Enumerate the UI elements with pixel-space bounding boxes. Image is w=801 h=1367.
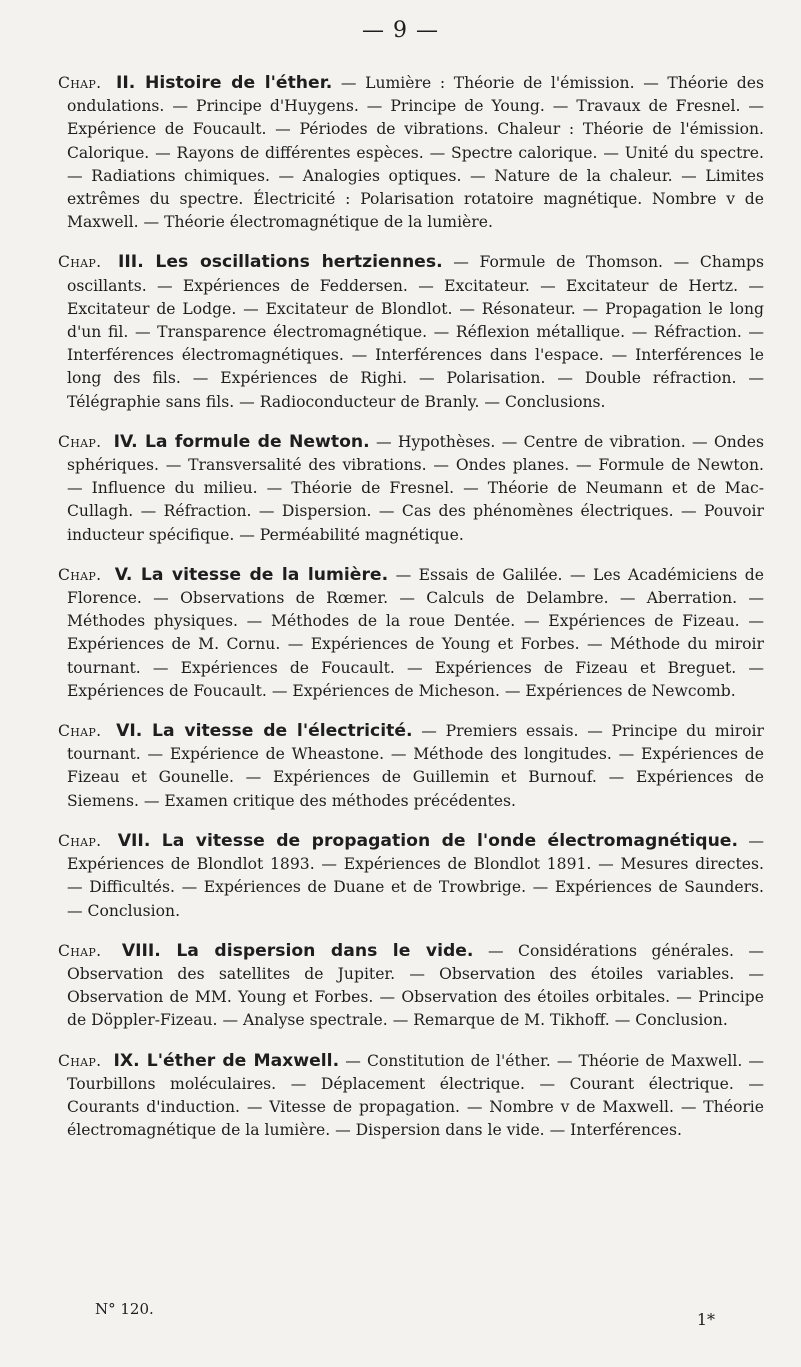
chapter-entry: [58, 72, 764, 234]
chapter-title: III. Les oscillations hertziennes.: [118, 252, 443, 273]
chapter-summary: — Premiers essais. — Principe du miroir tournant. — Expérience de Wheastone. — Méthode des longitudes. — Expériences de Fizeau et Gounelle. — Expériences de Guillemin et Burnouf. — Expériences de Siemens. — Examen critique des méthodes précédentes.: [67, 722, 764, 810]
chapter-title: V. La vitesse de la lumière.: [114, 564, 389, 585]
chapter-label: Chap.: [58, 1051, 102, 1070]
chapter-title: II. Histoire de l'éther.: [115, 73, 333, 93]
chapter-label: Chap.: [58, 831, 102, 850]
chapter-title: IV. La formule de Newton.: [113, 431, 370, 452]
chapter-title: IX. L'éther de Maxwell.: [113, 1050, 340, 1071]
chapter-summary: — Lumière : Théorie de l'émission. — Théorie des ondulations. — Principe d'Huygens. — Principe de Young. — Travaux de Fresnel. — Expérience de Foucault. — Périodes de vibrations. Chaleur : Théorie de l'émission. Calorique. — Rayons de différentes espèces. — Spectre calorique. — Unité du spectre. — Radiations chimiques. — Analogies optiques. — Nature de la chaleur. — Limites extrêmes du spectre. Électricité : Polarisation rotatoire magnétique. Nombre v de Maxwell. — Théorie électromagnétique de la lumière.: [67, 74, 764, 232]
chapter-entry: [58, 1050, 764, 1143]
chapter-label: Chap.: [58, 722, 102, 741]
chapter-entry: [58, 564, 764, 703]
page-number: — 9 —: [362, 18, 439, 43]
publication-number: N° 120.: [95, 1300, 154, 1318]
chapter-summary: — Formule de Thomson. — Champs oscillants. — Expériences de Feddersen. — Excitateur. — Excitateur de Hertz. — Excitateur de Lodge. — Excitateur de Blondlot. — Résonateur. — Propagation le long d'un fil. — Transparence électromagnétique. — Réflexion métallique. — Réfraction. — Interférences électromagnétiques. — Interférences dans l'espace. — Interférences le long des fils. — Expériences de Righi. — Polarisation. — Double réfraction. — Télégraphie sans fils. — Radioconducteur de Branly. — Conclusions.: [67, 253, 764, 411]
chapter-title: VII. La vitesse de propagation de l'onde électromagnétique.: [117, 830, 738, 851]
chapter-list: [58, 72, 764, 1200]
chapter-entry: [58, 251, 764, 413]
chapter-label: Chap.: [58, 74, 102, 92]
chapter-summary: — Constitution de l'éther. — Théorie de Maxwell. — Tourbillons moléculaires. — Déplacement électrique. — Courant électrique. — Courants d'induction. — Vitesse de propagation. — Nombre v de Maxwell. — Théorie électromagnétique de la lumière. — Dispersion dans le vide. — Interférences.: [67, 1051, 764, 1140]
chapter-title: VI. La vitesse de l'électricité.: [116, 721, 413, 742]
chapter-entry: [58, 1159, 764, 1182]
chapter-label: Chap.: [58, 941, 102, 960]
chapter-entry: [58, 431, 764, 547]
chapter-entry: [58, 940, 764, 1033]
chapter-label: Chap.: [58, 432, 102, 451]
chapter-title: VIII. La dispersion dans le vide.: [121, 940, 474, 961]
chapter-summary: — Considérations générales. — Observation des satellites de Jupiter. — Observation des étoiles variables. — Observation de MM. Young et Forbes. — Observation des étoiles orbitales. — Principe de Döppler-Fizeau. — Analyse spectrale. — Remarque de M. Tikhoff. — Conclusion.: [67, 941, 764, 1030]
chapter-label: Chap.: [58, 253, 102, 272]
chapter-summary: — Essais de Galilée. — Les Académiciens de Florence. — Observations de Rœmer. — Calculs de Delambre. — Aberration. — Méthodes physiques. — Méthodes de la roue Dentée. — Expériences de Fizeau. — Expériences de M. Cornu. — Expériences de Young et Forbes. — Méthode du miroir tournant. — Expériences de Foucault. — Expériences de Fizeau et Breguet. — Expériences de Foucault. — Expériences de Micheson. — Expériences de Newcomb.: [67, 565, 764, 700]
chapter-summary: — Hypothèses. — Centre de vibration. — Ondes sphériques. — Transversalité des vibrations. — Ondes planes. — Formule de Newton. — Influence du milieu. — Théorie de Fresnel. — Théorie de Neumann et de Mac-Cullagh. — Réfraction. — Dispersion. — Cas des phénomènes électriques. — Pouvoir inducteur spécifique. — Perméabilité magnétique.: [67, 432, 764, 544]
chapter-entry: [58, 830, 764, 923]
signature-mark: 1*: [696, 1310, 715, 1329]
chapter-entry: [58, 720, 764, 813]
chapter-label: Chap.: [58, 565, 102, 584]
chapter-summary: — Expériences de Blondlot 1893. — Expériences de Blondlot 1891. — Mesures directes. — Difficultés. — Expériences de Duane et de Trowbrige. — Expériences de Saunders. — Conclusion.: [67, 831, 764, 920]
